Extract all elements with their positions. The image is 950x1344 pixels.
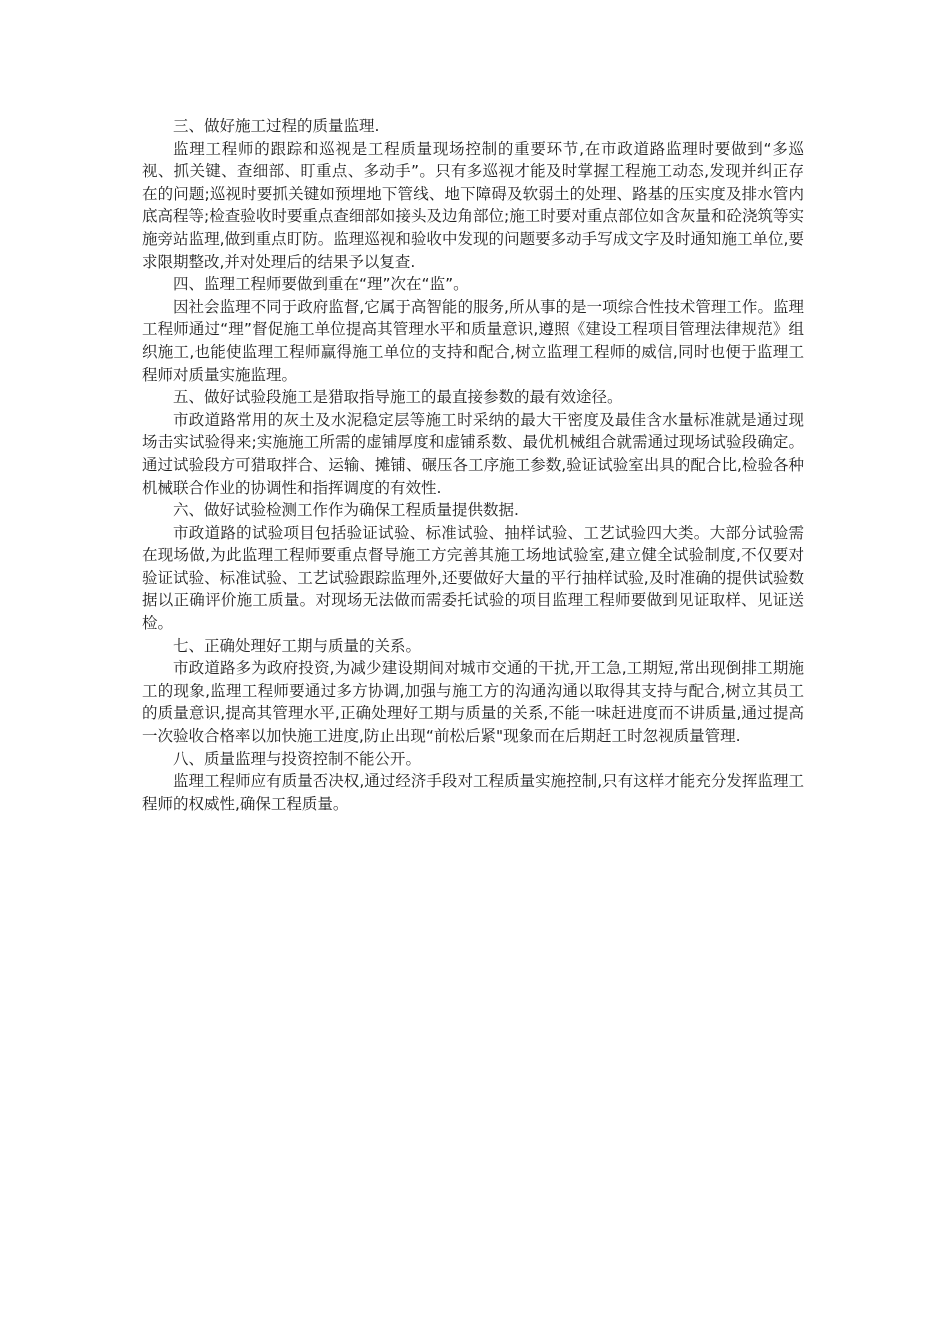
section-6-heading: 六、做好试验检测工作作为确保工程质量提供数据. (173, 501, 519, 520)
section-4-body: 因社会监理不同于政府监督,它属于高智能的服务,所从事的是一项综合性技术管理工作。监理工程师通过“理”督促施工单位提高其管理水平和质量意识,遵照《建设工程项目管理法律规范》组织施工,也能使监理工程师赢得施工单位的支持和配合,树立监理工程师的威信,同时也便于监理工程师对质量实施监理。 (142, 297, 804, 384)
section-5-heading: 五、做好试验段施工是猎取指导施工的最直接参数的最有效途径。 (173, 388, 623, 407)
section-7-heading: 七、正确处理好工期与质量的关系。 (173, 636, 422, 655)
section-8-heading: 八、质量监理与投资控制不能公开。 (173, 749, 422, 768)
section-3-heading: 三、做好施工过程的质量监理. (173, 117, 380, 135)
section-5-body: 市政道路常用的灰土及水泥稳定层等施工时采纳的最大干密度及最佳含水量标准就是通过现场击实试验得来;实施施工所需的虚铺厚度和虚铺系数、最优机械组合就需通过现场试验段确定。通过试验段方可猎取拌合、运输、摊铺、碾压各工序施工参数,验证试验室出具的配合比,检验各种机械联合作业的协调性和指挥调度的有效性. (142, 410, 804, 497)
section-8-body: 监理工程师应有质量否决权,通过经济手段对工程质量实施控制,只有这样才能充分发挥监理工程师的权威性,确保工程质量。 (142, 772, 804, 813)
section-4-heading: 四、监理工程师要做到重在“理”次在“监”。 (173, 275, 469, 294)
section-6-body: 市政道路的试验项目包括验证试验、标准试验、抽样试验、工艺试验四大类。大部分试验需在现场做,为此监理工程师要重点督导施工方完善其施工场地试验室,建立健全试验制度,不仅要对验证试验、标准试验、工艺试验跟踪监理外,还要做好大量的平行抽样试验,及时准确的提供试验数据以正确评价施工质量。对现场无法做而需委托试验的项目监理工程师要做到见证取样、见证送检。 (142, 523, 804, 633)
section-7-body: 市政道路多为政府投资,为减少建设期间对城市交通的干扰,开工急,工期短,常出现倒排工期施工的现象,监理工程师要通过多方协调,加强与施工方的沟通沟通以取得其支持与配合,树立其员工的质量意识,提高其管理水平,正确处理好工期与质量的关系,不能一味赶进度而不讲质量,通过提高一次验收合格率以加快施工进度,防止出现“前松后紧"现象而在后期赶工时忽视质量管理. (142, 659, 804, 746)
section-3-body: 监理工程师的跟踪和巡视是工程质量现场控制的重要环节,在市政道路监理时要做到“多巡视、抓关键、查细部、盯重点、多动手”。只有多巡视才能及时掌握工程施工动态,发现并纠正存在的问题;巡视时要抓关键如预埋地下管线、地下障碍及软弱土的处理、路基的压实度及排水管内底高程等;检查验收时要重点查细部如接头及边角部位;施工时要对重点部位如含灰量和砼浇筑等实施旁站监理,做到重点盯防。监理巡视和验收中发现的问题要多动手写成文字及时通知施工单位,要求限期整改,并对处理后的结果予以复查. (142, 139, 804, 271)
document-page (142, 115, 804, 815)
